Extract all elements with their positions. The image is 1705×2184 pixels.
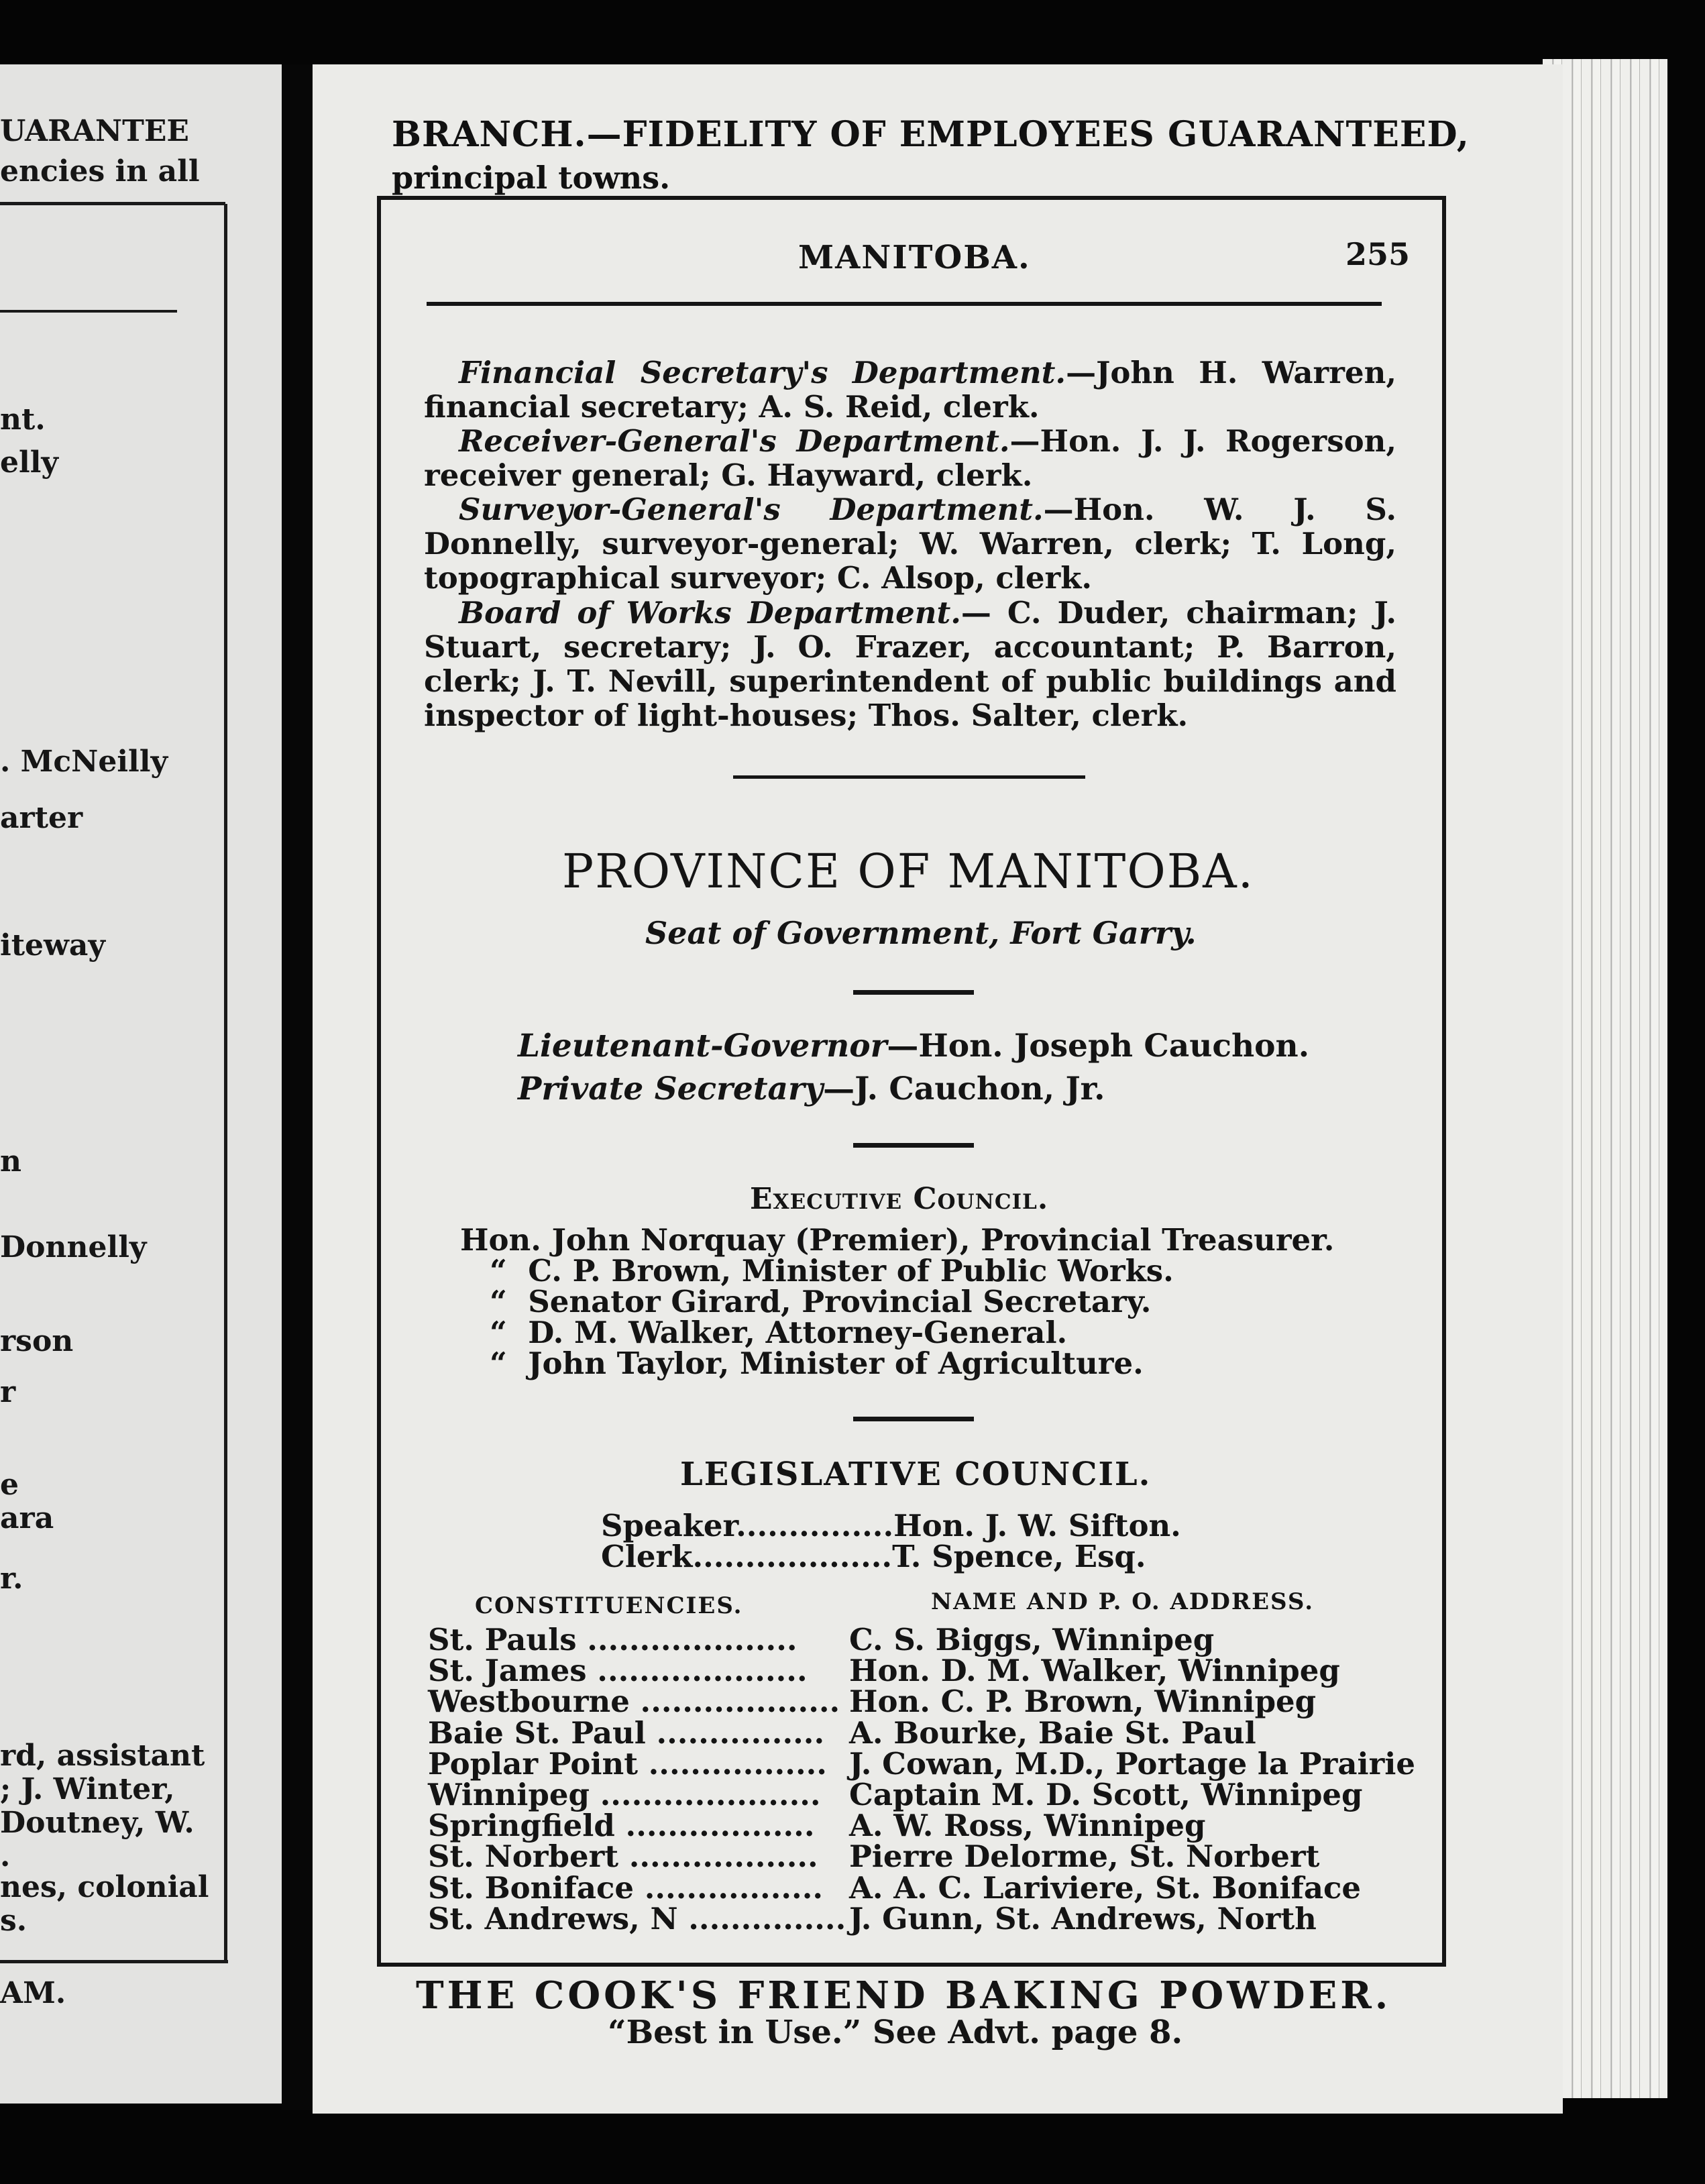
constituency-name: Winnipeg ..................... [428,1777,821,1812]
department-entry [424,492,1396,595]
member-name-address: J. Cowan, M.D., Portage la Prairie [849,1746,1416,1782]
member-name-address: J. Gunn, St. Andrews, North [849,1901,1317,1936]
constituency-name: St. James .................... [428,1653,808,1688]
member-text: C. P. Brown, Minister of Public Works. [528,1253,1174,1289]
province-title: PROVINCE OF MANITOBA. [562,844,1254,899]
title-rule [427,302,1382,306]
constituency-name: Springfield .................. [428,1808,815,1843]
section-rule [733,775,1085,779]
left-page-line: ; J. Winter, [0,1772,175,1806]
footer-advert-line: THE COOK'S FRIEND BAKING POWDER. [416,1973,1392,2018]
left-page-rule [0,310,177,313]
left-page-line: n [0,1144,21,1179]
left-page-line: r [0,1375,16,1409]
member-prefix: “ [490,1253,507,1289]
private-secretary-line [518,1071,1105,1107]
constituency-name: Baie St. Paul ................ [428,1715,825,1751]
member-text: John Norquay (Premier), Provincial Treasurer. [551,1222,1335,1258]
left-page-line: UARANTEE [0,114,189,148]
left-page-line: r. [0,1562,23,1596]
column-header-constituencies: CONSTITUENCIES. [475,1592,743,1619]
department-text: — C. Duder, chairman; J. Stuart, secretary; J. O. Frazer, accountant; P. Barron, clerk; J. T. Nevill, superintendent of public buildings and inspector of light-houses; Thos. Salter, clerk. [424,595,1397,733]
short-rule [853,1417,974,1421]
department-text: —Hon. W. J. S. Donnelly, surveyor-general; W. Warren, clerk; T. Long, topographical surveyor; C. Alsop, clerk. [424,492,1396,596]
speaker-value: Hon. J. W. Sifton. [893,1508,1181,1543]
legislative-council-title: LEGISLATIVE COUNCIL. [680,1456,1152,1493]
book-gutter [282,64,313,2110]
department-text: —Hon. J. J. Rogerson, receiver general; G. Hayward, clerk. [424,423,1396,493]
running-title: MANITOBA. [798,239,1031,276]
department-text: —John H. Warren, financial secretary; A. S. Reid, clerk. [424,355,1396,425]
header-branch-line: BRANCH.—FIDELITY OF EMPLOYEES GUARANTEED, [392,114,1470,155]
left-page-line: ara [0,1501,54,1535]
left-page-rule [0,202,225,205]
left-page-line: rson [0,1324,74,1358]
department-name: Surveyor-General's Department. [459,492,1044,527]
constituency-name: St. Andrews, N ............... [428,1901,846,1936]
page-number: 255 [1345,236,1411,272]
left-page-line: rd, assistant [0,1739,205,1773]
left-page-rule [0,1960,228,1963]
leader-dots: ............... [736,1508,894,1543]
constituency-name: St. Pauls .................... [428,1622,798,1657]
left-page-line: encies in all [0,154,200,188]
member-prefix: “ [490,1284,507,1319]
private-secretary-value: —J. Cauchon, Jr. [823,1071,1105,1107]
left-page-line: . McNeilly [0,745,168,779]
member-name-address: Hon. D. M. Walker, Winnipeg [849,1653,1340,1688]
member-name-address: A. W. Ross, Winnipeg [849,1808,1206,1843]
left-page-line: nes, colonial [0,1870,209,1904]
left-page-line: s. [0,1904,28,1938]
left-page-frame-edge [224,204,227,1963]
seat-of-government: Seat of Government, Fort Garry. [645,915,1197,951]
department-name: Financial Secretary's Department. [459,355,1066,390]
clerk-row [601,1539,1146,1574]
short-rule [853,1143,974,1148]
member-prefix: “ [490,1315,507,1350]
lieutenant-governor-line [518,1028,1309,1064]
member-name-address: Captain M. D. Scott, Winnipeg [849,1777,1363,1812]
left-page-line: elly [0,445,58,480]
left-page-line: Donnelly [0,1230,147,1264]
department-name: Receiver-General's Department. [459,423,1010,459]
member-name-address: A. Bourke, Baie St. Paul [849,1715,1256,1751]
department-entry [424,356,1396,424]
private-secretary-label: Private Secretary [518,1071,824,1107]
leader-dots: ................... [692,1539,893,1574]
member-name-address: Pierre Delorme, St. Norbert [849,1839,1320,1874]
constituency-name: Poplar Point ................. [428,1746,827,1782]
constituency-name: St. Norbert .................. [428,1839,818,1874]
left-page-line: AM. [0,1976,66,2010]
speaker-label: Speaker [601,1508,736,1543]
clerk-value: T. Spence, Esq. [892,1539,1146,1574]
lieutenant-governor-label: Lieutenant-Governor [518,1028,887,1064]
left-page-line: arter [0,801,83,835]
left-page-line: Doutney, W. [0,1806,195,1840]
member-prefix: Hon. [460,1222,541,1258]
footer-advert-subline: “Best in Use.” See Advt. page 8. [608,2014,1183,2051]
member-text: D. M. Walker, Attorney-General. [528,1315,1068,1350]
constituency-name: Westbourne ................... [428,1684,840,1719]
lieutenant-governor-value: —Hon. Joseph Cauchon. [887,1028,1310,1064]
member-name-address: Hon. C. P. Brown, Winnipeg [849,1684,1317,1719]
left-page-line: e [0,1468,19,1502]
left-page-line: iteway [0,928,105,963]
clerk-label: Clerk [601,1539,693,1574]
header-towns-line: principal towns. [392,160,671,196]
executive-member [490,1346,1144,1381]
member-text: John Taylor, Minister of Agriculture. [528,1346,1144,1381]
member-prefix: “ [490,1346,507,1381]
left-facing-page [0,64,282,2104]
member-name-address: C. S. Biggs, Winnipeg [849,1622,1215,1657]
left-page-line: . [0,1839,11,1873]
member-name-address: A. A. C. Lariviere, St. Boniface [849,1870,1362,1906]
left-page-line: nt. [0,402,46,437]
constituency-name: St. Boniface ................. [428,1870,824,1906]
department-entry [424,596,1396,732]
executive-council-title: Executive Council. [750,1182,1049,1216]
short-rule [853,990,974,995]
member-text: Senator Girard, Provincial Secretary. [528,1284,1152,1319]
department-entry [424,424,1396,492]
column-header-address: NAME AND P. O. ADDRESS. [931,1588,1315,1615]
department-name: Board of Works Department. [459,595,961,631]
